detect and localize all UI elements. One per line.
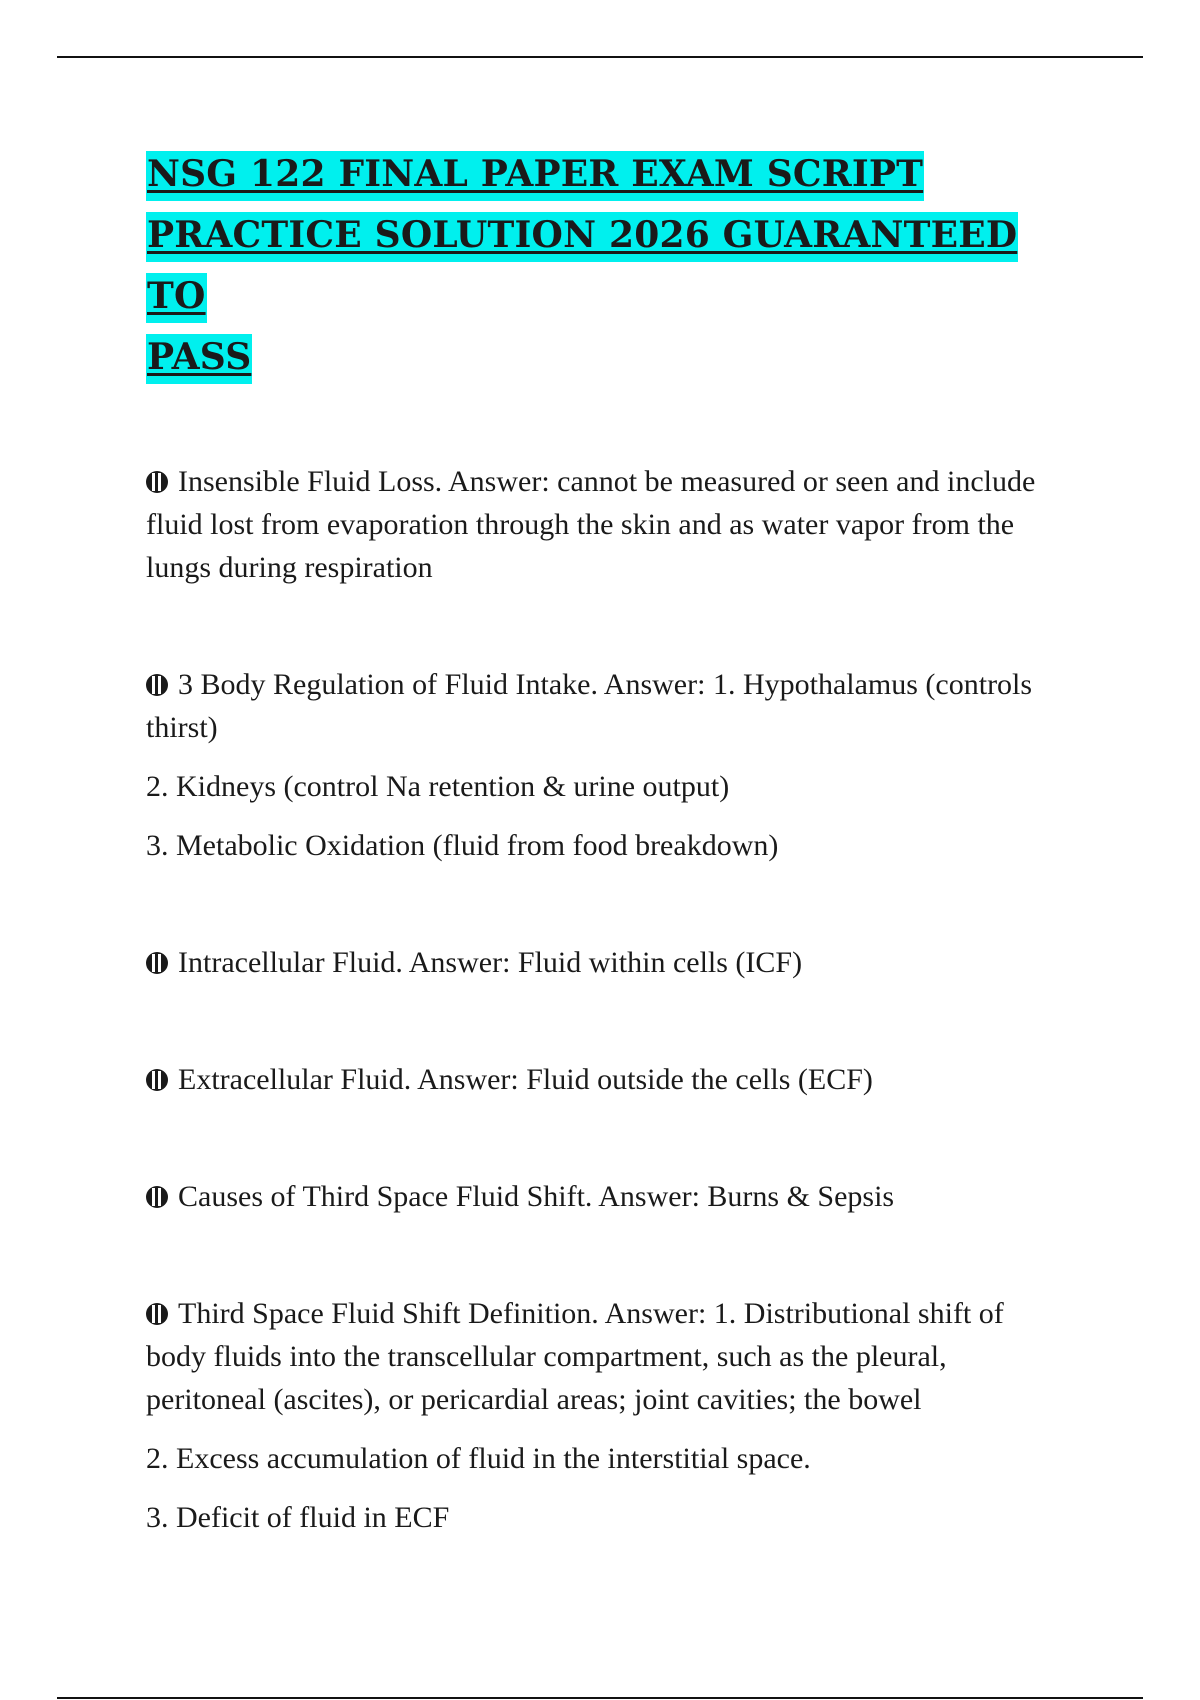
qa-question <box>146 941 1056 984</box>
qa-question-text: 3 Body Regulation of Fluid Intake. Answer: 1. Hypothalamus (controls thirst) <box>146 668 1033 744</box>
circled-vertical-bars-icon <box>146 674 168 696</box>
title-line-3: PASS <box>146 334 252 384</box>
qa-answer-line: 3. Deficit of fluid in ECF <box>146 1501 450 1534</box>
qa-item <box>146 1175 1056 1218</box>
qa-item <box>146 941 1056 984</box>
qa-question <box>146 1058 1056 1101</box>
qa-question-text: Causes of Third Space Fluid Shift. Answer: Burns & Sepsis <box>178 1180 895 1213</box>
title-line-2: PRACTICE SOLUTION 2026 GUARANTEED TO <box>146 212 1018 323</box>
qa-question <box>146 1175 1056 1218</box>
qa-item <box>146 1058 1056 1101</box>
document-title <box>146 144 1066 388</box>
qa-question <box>146 460 1056 589</box>
qa-question-text: Insensible Fluid Loss. Answer: cannot be measured or seen and include fluid lost from evaporation through the skin and as water vapor from the lungs during respiration <box>146 465 1036 584</box>
qa-question-text: Third Space Fluid Shift Definition. Answer: 1. Distributional shift of body fluids into the transcellular compartment, such as the pleural, peritoneal (ascites), or pericardial areas; joint cavities; the bowel <box>146 1297 1004 1416</box>
qa-list <box>146 460 1056 1613</box>
qa-question-text: Extracellular Fluid. Answer: Fluid outside the cells (ECF) <box>178 1063 873 1096</box>
title-line-1: NSG 122 FINAL PAPER EXAM SCRIPT <box>146 151 924 201</box>
qa-question-text: Intracellular Fluid. Answer: Fluid within cells (ICF) <box>178 946 803 979</box>
circled-vertical-bars-icon <box>146 471 168 493</box>
qa-answer-line: 2. Kidneys (control Na retention & urine output) <box>146 770 730 803</box>
qa-item <box>146 460 1056 589</box>
circled-vertical-bars-icon <box>146 1303 168 1325</box>
qa-answer-line: 2. Excess accumulation of fluid in the interstitial space. <box>146 1442 811 1475</box>
qa-question <box>146 663 1056 749</box>
qa-answer-line: 3. Metabolic Oxidation (fluid from food breakdown) <box>146 829 779 862</box>
qa-item <box>146 1292 1056 1539</box>
qa-item <box>146 663 1056 867</box>
top-rule <box>57 56 1143 58</box>
circled-vertical-bars-icon <box>146 1069 168 1091</box>
qa-question <box>146 1292 1056 1421</box>
circled-vertical-bars-icon <box>146 952 168 974</box>
circled-vertical-bars-icon <box>146 1186 168 1208</box>
bottom-rule <box>57 1697 1143 1699</box>
